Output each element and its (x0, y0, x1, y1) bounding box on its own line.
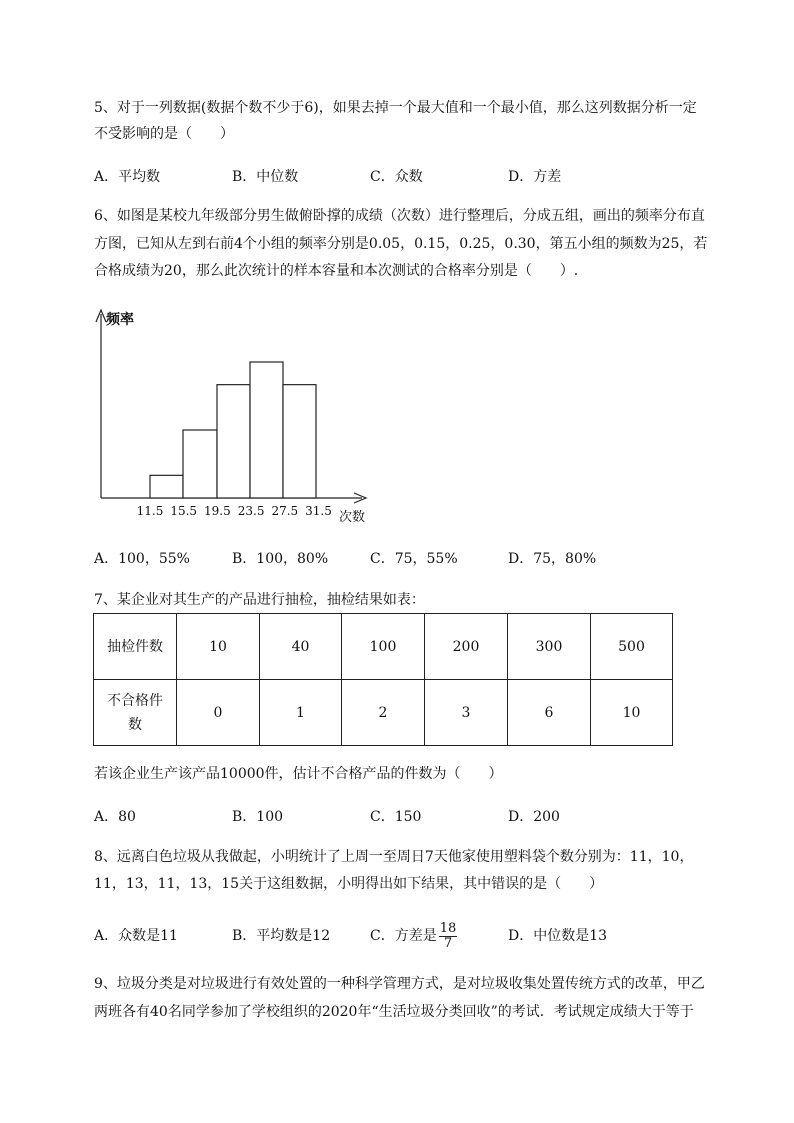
x-tick-label: 23.5 (237, 504, 265, 518)
table-header-defective-line-1: 不合格件 (107, 692, 163, 709)
q8-option-a: A．众数是11 (94, 928, 178, 944)
q5-option-d: D．方差 (508, 169, 562, 185)
q8-option-d: D．中位数是13 (508, 928, 608, 944)
q7-stem: 7、某企业对其生产的产品进行抽检，抽检结果如表： (94, 592, 425, 608)
x-axis-label: 次数 (339, 510, 366, 525)
q6-option-a: A．100，55% (94, 551, 190, 567)
q6-stem-line-3: 合格成绩为20，那么此次统计的样本容量和本次测试的合格率分别是（ ）. (94, 263, 579, 279)
table-cell: 500 (591, 614, 673, 680)
q6-option-c: C．75，55% (370, 551, 458, 567)
table-cell: 10 (177, 614, 260, 680)
table-cell: 6 (508, 680, 591, 746)
table-cell: 10 (591, 680, 673, 746)
table-header-defective (94, 680, 177, 746)
histogram-bar (217, 385, 250, 498)
q7-option-a: A．80 (94, 809, 136, 825)
q6-option-d: D．75，80% (508, 551, 597, 567)
q8-option-c (370, 914, 457, 958)
q6-stem-line-1: 6、如图是某校九年级部分男生做俯卧撑的成绩（次数）进行整理后，分成五组，画出的频率分布直 (94, 208, 705, 224)
q9-stem-line-2: 两班各有40名同学参加了学校组织的2020年“生活垃圾分类回收”的考试．考试规定成绩大于等于 (94, 1004, 694, 1020)
frequency-histogram (80, 300, 380, 530)
table-cell: 40 (260, 614, 342, 680)
table-cell: 300 (508, 614, 591, 680)
x-tick-label: 15.5 (170, 504, 198, 518)
x-tick-label: 19.5 (204, 504, 231, 518)
histogram-bars (150, 362, 316, 498)
q5-stem-line-1: 5、对于一列数据(数据个数不少于6)，如果去掉一个最大值和一个最小值，那么这列数据分析一定 (94, 100, 697, 116)
q6-option-b: B．100，80% (232, 551, 329, 567)
table-cell: 2 (342, 680, 425, 746)
q7-option-c: C．150 (370, 809, 422, 825)
q7-option-d: D．200 (508, 809, 560, 825)
table-cell: 200 (425, 614, 508, 680)
q5-option-a: A．平均数 (94, 169, 161, 185)
q8-option-b: B．平均数是12 (232, 928, 331, 944)
fraction-denominator: 7 (443, 935, 453, 951)
table-cell: 100 (342, 614, 425, 680)
q9-stem-line-1: 9、垃圾分类是对垃圾进行有效处置的一种科学管理方式，是对垃圾收集处置传统方式的改革，甲乙 (94, 976, 705, 992)
q8-stem-line-1: 8、远离白色垃圾从我做起，小明统计了上周一至周日7天他家使用塑料袋个数分别为：11，10， (94, 849, 694, 865)
q7-option-b: B．100 (232, 809, 284, 825)
q5-option-c: C．众数 (370, 169, 423, 185)
table-row (94, 614, 673, 680)
histogram-bar (283, 385, 316, 498)
table-cell: 3 (425, 680, 508, 746)
histogram-bar (150, 475, 183, 498)
q5-stem-line-2: 不受影响的是（ ） (94, 126, 234, 142)
x-tick-label: 11.5 (136, 504, 164, 518)
histogram-tick-labels (137, 504, 332, 518)
table-header-sampled: 抽检件数 (94, 614, 177, 680)
y-axis-label: 频率 (106, 312, 134, 328)
fraction (439, 922, 458, 951)
x-tick-label: 31.5 (305, 504, 332, 518)
table-cell: 0 (177, 680, 260, 746)
table-row (94, 680, 673, 746)
histogram-bar (183, 430, 217, 498)
fraction-numerator: 18 (439, 920, 457, 936)
table-header-defective-line-2: 数 (128, 716, 142, 733)
histogram-bar (250, 362, 283, 498)
table-cell: 1 (260, 680, 342, 746)
q5-option-b: B．中位数 (232, 169, 299, 185)
inspection-table (93, 613, 673, 746)
q6-stem-line-2: 方图，已知从左到右前4个小组的频率分别是0.05，0.15，0.25，0.30，第五小组的频数为25，若 (94, 236, 708, 252)
q8-stem-line-2: 11，13，11，13，15关于这组数据，小明得出如下结果，其中错误的是（ ） (94, 876, 604, 892)
q8-option-c-prefix: C．方差是 (370, 928, 437, 944)
x-tick-label: 27.5 (271, 504, 299, 518)
q7-question: 若该企业生产该产品10000件，估计不合格产品的件数为（ ） (94, 766, 503, 782)
